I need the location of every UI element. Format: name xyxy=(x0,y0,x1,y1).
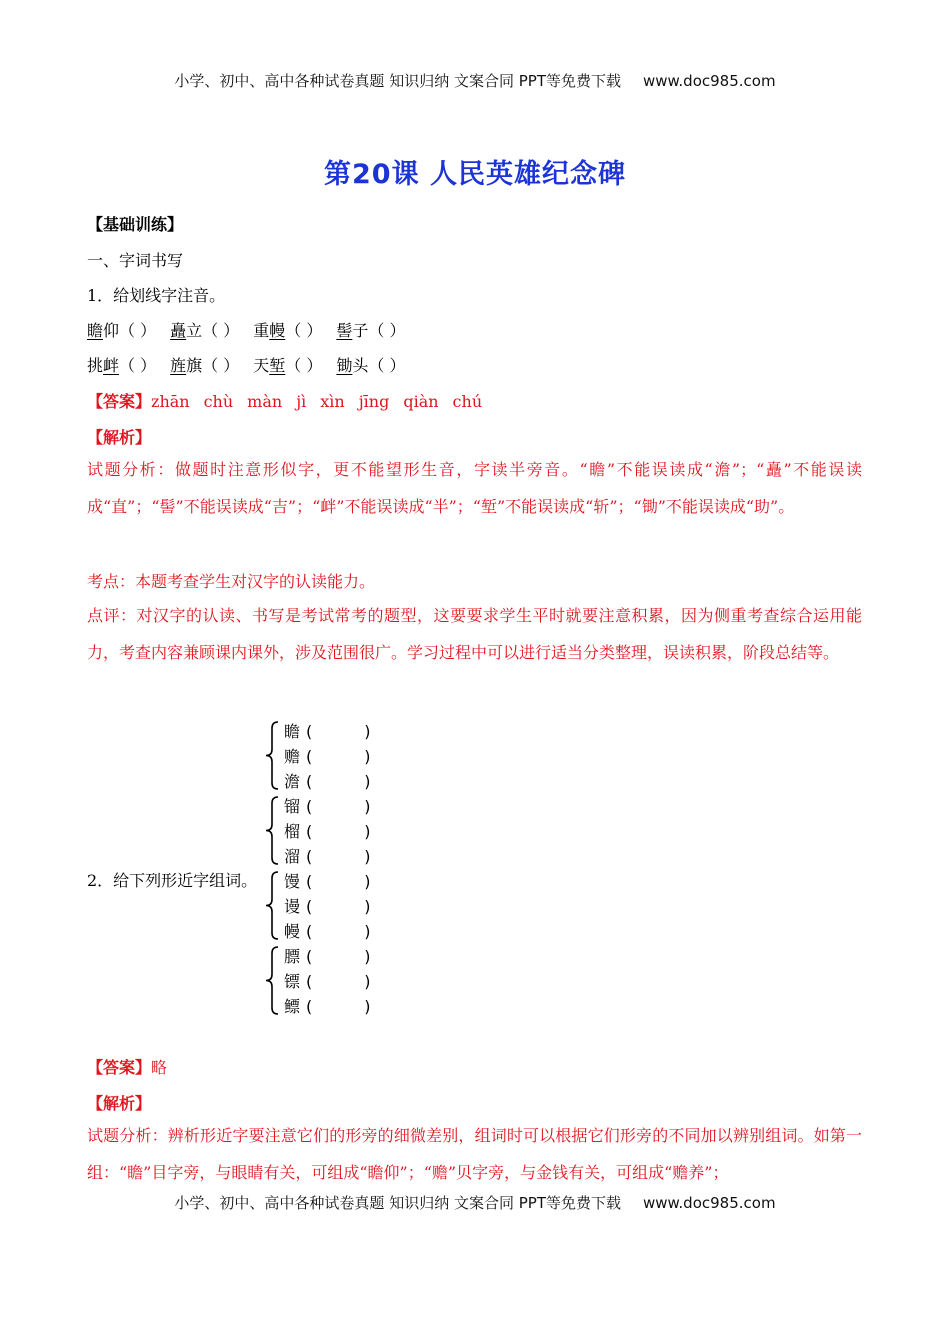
pinyin-answer: xìn xyxy=(320,392,345,411)
char-row xyxy=(284,869,371,892)
question-2-answer xyxy=(87,1058,167,1078)
char: 榴 xyxy=(284,822,301,841)
char: 膘 xyxy=(284,947,301,966)
brace-icon xyxy=(262,793,282,868)
pinyin-item: 矗立（ ） xyxy=(170,321,240,340)
underlined-char: 幔 xyxy=(269,321,286,340)
question-1-items-row-1 xyxy=(87,321,419,341)
close-paren: ) xyxy=(364,772,371,791)
char: 溜 xyxy=(284,847,301,866)
close-paren: ) xyxy=(364,747,371,766)
close-paren: ) xyxy=(364,722,371,741)
char-group xyxy=(262,943,402,1018)
open-paren: ( xyxy=(306,997,313,1016)
open-paren: ( xyxy=(306,897,313,916)
underlined-char: 衅 xyxy=(103,356,120,375)
underlined-char: 堑 xyxy=(269,356,286,375)
pinyin-item: 瞻仰（ ） xyxy=(87,321,157,340)
question-1-kaodian: 考点：本题考查学生对汉字的认读能力。 xyxy=(87,572,376,591)
pinyin-answers xyxy=(151,392,496,411)
pinyin-item: 髻子（ ） xyxy=(336,321,406,340)
close-paren: ) xyxy=(364,822,371,841)
brace-icon xyxy=(262,718,282,793)
question-1-text: 1．给划线字注音。 xyxy=(87,286,226,305)
answer-label: 【答案】 xyxy=(87,1058,152,1077)
underlined-char: 锄 xyxy=(336,356,353,375)
header-text: 小学、初中、高中各种试卷真题 知识归纳 文案合同 PPT等免费下载 xyxy=(174,72,621,90)
close-paren: ) xyxy=(364,997,371,1016)
page-title: 第20课 人民英雄纪念碑 xyxy=(324,159,626,190)
question-2-text: 2．给下列形近字组词。 xyxy=(87,871,258,890)
close-paren: ) xyxy=(364,847,371,866)
char: 鳔 xyxy=(284,997,301,1016)
pinyin-item: 锄头（ ） xyxy=(336,356,406,375)
underlined-char: 矗 xyxy=(170,321,187,340)
underlined-char: 旌 xyxy=(170,356,187,375)
char-row xyxy=(284,819,371,842)
brace-icon xyxy=(262,868,282,943)
question-1-items-row-2 xyxy=(87,356,419,376)
char-row xyxy=(284,919,371,942)
char: 馒 xyxy=(284,872,301,891)
char: 幔 xyxy=(284,922,301,941)
section-basic-training: 【基础训练】 xyxy=(87,215,184,234)
char: 瞻 xyxy=(284,722,301,741)
char-group xyxy=(262,718,402,793)
pinyin-item: 挑衅（ ） xyxy=(87,356,157,375)
open-paren: ( xyxy=(306,747,313,766)
analysis-label-2: 【解析】 xyxy=(87,1094,152,1113)
question-1-dianping: 点评：对汉字的认读、书写是考试常考的题型，这要要求学生平时就要注意积累，因为侧重考查综合运用能力，考查内容兼顾课内课外，涉及范围很广。学习过程中可以进行适当分类整理，误读积累，阶段总结等。 xyxy=(87,606,862,662)
close-paren: ) xyxy=(364,947,371,966)
close-paren: ) xyxy=(364,972,371,991)
open-paren: ( xyxy=(306,872,313,891)
close-paren: ) xyxy=(364,897,371,916)
char: 澹 xyxy=(284,772,301,791)
pinyin-answer: qiàn xyxy=(403,392,439,411)
footer-text: 小学、初中、高中各种试卷真题 知识归纳 文案合同 PPT等免费下载 xyxy=(174,1194,621,1212)
close-paren: ) xyxy=(364,922,371,941)
page-footer xyxy=(0,1192,950,1213)
part-one-heading: 一、字词书写 xyxy=(87,251,184,270)
pinyin-answer: chú xyxy=(452,392,483,411)
pinyin-answer: chù xyxy=(203,392,234,411)
underlined-char: 髻 xyxy=(336,321,353,340)
page-header xyxy=(0,70,950,91)
char-row xyxy=(284,744,371,767)
char-row xyxy=(284,969,371,992)
char-row xyxy=(284,894,371,917)
open-paren: ( xyxy=(306,722,313,741)
pinyin-answer: màn xyxy=(247,392,283,411)
pinyin-answer: jì xyxy=(296,392,307,411)
open-paren: ( xyxy=(306,947,313,966)
analysis-label-1: 【解析】 xyxy=(87,428,152,447)
char-row xyxy=(284,994,371,1017)
open-paren: ( xyxy=(306,772,313,791)
question-1-answer xyxy=(87,392,510,412)
pinyin-item: 重幔（ ） xyxy=(253,321,323,340)
question-2-answer-value: 略 xyxy=(151,1058,168,1077)
open-paren: ( xyxy=(306,847,313,866)
open-paren: ( xyxy=(306,822,313,841)
pinyin-answer: jīng xyxy=(358,392,390,411)
footer-url[interactable]: www.doc985.com xyxy=(642,1194,776,1212)
header-url[interactable]: www.doc985.com xyxy=(642,72,776,90)
close-paren: ) xyxy=(364,872,371,891)
char-group xyxy=(262,793,402,868)
char-row xyxy=(284,769,371,792)
open-paren: ( xyxy=(306,922,313,941)
answer-label: 【答案】 xyxy=(87,392,152,411)
question-2-analysis: 试题分析：辨析形近字要注意它们的形旁的细微差别，组词时可以根据它们形旁的不同加以辨别组词。如第一组：“瞻”目字旁，与眼睛有关，可组成“瞻仰”；“赡”贝字旁，与金钱有关，可组成“赡养”； xyxy=(87,1126,862,1182)
char: 镏 xyxy=(284,797,301,816)
char-row xyxy=(284,794,371,817)
char: 镖 xyxy=(284,972,301,991)
char-row xyxy=(284,719,371,742)
char: 赡 xyxy=(284,747,301,766)
char: 谩 xyxy=(284,897,301,916)
brace-icon xyxy=(262,943,282,1018)
char-row xyxy=(284,944,371,967)
pinyin-item: 天堑（ ） xyxy=(253,356,323,375)
underlined-char: 瞻 xyxy=(87,321,104,340)
open-paren: ( xyxy=(306,972,313,991)
close-paren: ) xyxy=(364,797,371,816)
open-paren: ( xyxy=(306,797,313,816)
char-row xyxy=(284,844,371,867)
pinyin-answer: zhān xyxy=(151,392,190,411)
question-1-analysis: 试题分析：做题时注意形似字，更不能望形生音，字读半旁音。“瞻”不能误读成“澹”；“矗”不能误读成“直”；“髻”不能误读成“吉”；“衅”不能误读成“半”；“堑”不能误读成“斩”；“锄”不能误读成“助”。 xyxy=(87,460,862,516)
pinyin-item: 旌旗（ ） xyxy=(170,356,240,375)
char-group xyxy=(262,868,402,943)
